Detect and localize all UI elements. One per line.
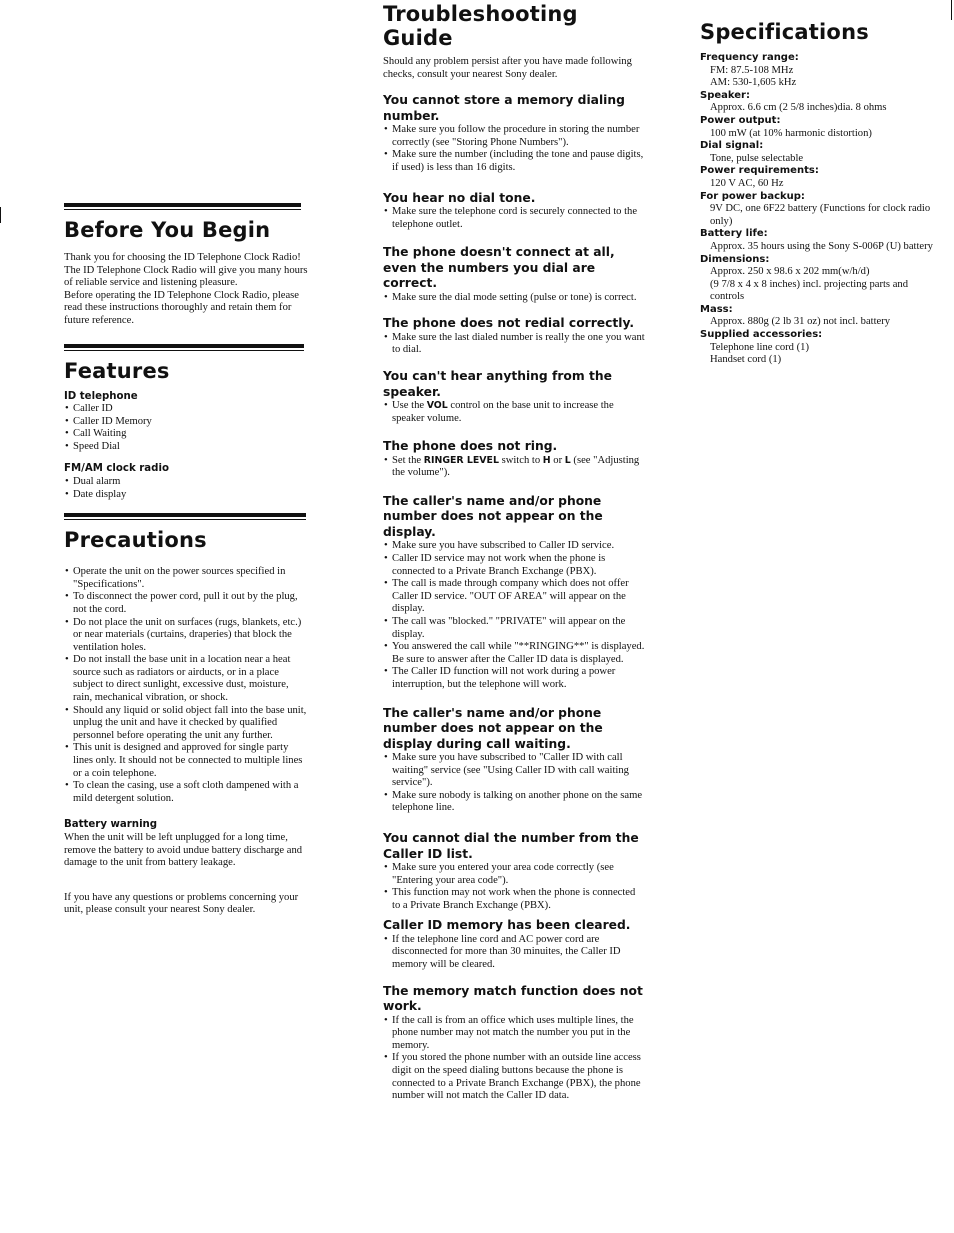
left-edge-mark <box>0 207 1 223</box>
feature-list-radio <box>64 476 309 501</box>
list-item: • Make sure the last dialed number is really the one you want to dial. <box>383 332 645 357</box>
list-item: • This unit is designed and approved for single party lines only. It should not be connected to multiple lines or a coin telephone. <box>64 742 309 780</box>
vol-control-label: VOL <box>426 400 448 412</box>
list-item: • Caller ID service may not work when the phone is connected to a Private Branch Exchange (PBX). <box>383 553 645 578</box>
spec-entry: Dimensions: Approx. 250 x 98.6 x 202 mm(w/h/d) (9 7/8 x 4 x 8 inches) incl. projecting parts and controls <box>700 253 908 303</box>
list-item: • If you stored the phone number with an outside line access digit on the speed dialing buttons because the phone is connected to a Private Branch Exchange (PBX), the phone number will not match the Caller ID data. <box>383 1052 645 1102</box>
issue-list <box>383 540 645 691</box>
troubleshooting-intro: Should any problem persist after you have made following checks, consult your nearest Sony dealer. <box>383 56 632 80</box>
list-item: • If the call is from an office which uses multiple lines, the phone number may not match the number you put in the memory. <box>383 1015 645 1053</box>
list-item: • The call is made through company which does not offer Caller ID service. "OUT OF AREA" will appear on the display. <box>383 578 645 616</box>
precautions-title: Precautions <box>64 528 207 553</box>
list-item: • Operate the unit on the power sources specified in "Specifications". <box>64 566 309 591</box>
spec-entry: Dial signal: Tone, pulse selectable <box>700 140 804 164</box>
list-item: • Set the RINGER LEVEL switch to H or L (see "Adjusting the volume"). <box>383 455 645 480</box>
feature-list-id-telephone <box>64 403 309 453</box>
battery-warning-title: Battery warning <box>64 819 158 831</box>
issue-heading: You cannot dial the number from the Caller ID list. <box>383 831 639 861</box>
list-item: • To disconnect the power cord, pull it out by the plug, not the cord. <box>64 591 309 616</box>
list-item: • Make sure you have subscribed to "Caller ID with call waiting" service (see "Using Caller ID with call waiting service"). <box>383 752 645 790</box>
list-item: • The call was "blocked." "PRIVATE" will appear on the display. <box>383 616 645 641</box>
issue-heading: Caller ID memory has been cleared. <box>383 918 631 933</box>
issue-heading: The phone doesn't connect at all, even the numbers you dial are correct. <box>383 245 615 291</box>
list-item: • The Caller ID function will not work during a power interruption, but the telephone will work. <box>383 666 645 691</box>
list-item: • Date display <box>64 489 309 502</box>
list-item: • You answered the call while "**RINGING**" is displayed. Be sure to answer after the Caller ID data is displayed. <box>383 641 645 666</box>
right-edge-mark <box>951 0 952 20</box>
before-title: Before You Begin <box>64 218 271 242</box>
left-column <box>64 0 309 917</box>
right-column <box>700 0 940 367</box>
spec-entry: Power requirements: 120 V AC, 60 Hz <box>700 165 819 189</box>
issue-list <box>383 400 645 425</box>
ringer-level-label: RINGER LEVEL <box>423 454 499 466</box>
issue-heading: The phone does not ring. <box>383 439 558 454</box>
before-rule <box>64 203 301 210</box>
before-para-2: Before operating the ID Telephone Clock Radio, please read these instructions thoroughly and retain them for future reference. <box>64 289 299 326</box>
spec-entry: Power output: 100 mW (at 10% harmonic distortion) <box>700 114 872 139</box>
issue-list <box>383 124 645 174</box>
spec-entry: Speaker: Approx. 6.6 cm (2 5/8 inches)dia. 8 ohms <box>700 89 887 114</box>
list-item: • Dual alarm <box>64 476 309 489</box>
issue-heading: The caller's name and/or phone number does not appear on the display during call waiting. <box>383 705 603 751</box>
list-item: • Caller ID <box>64 403 309 416</box>
troubleshooting-title-line-1: Troubleshooting <box>383 2 578 26</box>
list-item: • This function may not work when the phone is connected to a Private Branch Exchange (PBX). <box>383 887 645 912</box>
list-item: • Make sure nobody is talking on another phone on the same telephone line. <box>383 790 645 815</box>
list-item: • Should any liquid or solid object fall into the base unit, unplug the unit and have it checked by qualified personnel before operating the unit any further. <box>64 705 309 743</box>
issue-list <box>383 206 645 231</box>
issue-list <box>383 934 645 972</box>
issue-heading: The caller's name and/or phone number does not appear on the display. <box>383 493 603 539</box>
battery-warning-text: When the unit will be left unplugged for a long time, remove the battery to avoid undue battery discharge and damage to the unit from battery leakage. <box>64 831 303 869</box>
issue-list <box>383 1015 645 1103</box>
precautions-rule <box>64 513 306 520</box>
feature-group-title: FM/AM clock radio <box>64 463 169 475</box>
list-item: • Make sure the number (including the tone and pause digits, if used) is less than 16 digits. <box>383 149 645 174</box>
list-item: • Make sure you follow the procedure in storing the number correctly (see "Storing Phone Numbers"). <box>383 124 645 149</box>
features-title: Features <box>64 358 170 383</box>
list-item: • Use the VOL control on the base unit to increase the speaker volume. <box>383 400 645 425</box>
list-item: • Caller ID Memory <box>64 416 309 429</box>
list-item: • Do not install the base unit in a location near a heat source such as radiators or airducts, or in a place subject to direct sunlight, excessive dust, moisture, rain, mechanical vibration, or shock. <box>64 654 309 704</box>
spec-entry: Mass: Approx. 880g (2 lb 31 oz) not incl. battery <box>700 303 891 328</box>
list-item: • Make sure you entered your area code correctly (see "Entering your area code"). <box>383 862 645 887</box>
issue-heading: You hear no dial tone. <box>383 190 536 205</box>
before-para-1: Thank you for choosing the ID Telephone Clock Radio! The ID Telephone Clock Radio will give you many hours of reliable service and listening pleasure. <box>64 252 308 289</box>
spec-entry: Frequency range: FM: 87.5-108 MHz AM: 530-1,605 kHz <box>700 52 799 89</box>
spec-entry: For power backup: 9V DC, one 6F22 battery (Functions for clock radio only) <box>700 190 931 227</box>
issue-list <box>383 455 645 480</box>
list-item: • To clean the casing, use a soft cloth dampened with a mild detergent solution. <box>64 780 309 805</box>
issue-list <box>383 862 645 912</box>
spec-entry: Battery life: Approx. 35 hours using the Sony S-006P (U) battery <box>700 228 933 252</box>
list-item: • Do not place the unit on surfaces (rugs, blankets, etc.) or near materials (curtains, draperies) that block the ventilation holes. <box>64 617 309 655</box>
list-item: • Call Waiting <box>64 428 309 441</box>
closing-text: If you have any questions or problems concerning your unit, please consult your nearest Sony dealer. <box>64 891 299 916</box>
issue-list <box>383 332 645 357</box>
spec-entry: Supplied accessories: Telephone line cord (1) Handset cord (1) <box>700 329 823 366</box>
list-item: • Make sure the dial mode setting (pulse or tone) is correct. <box>383 292 645 305</box>
issue-list <box>383 752 645 815</box>
features-rule <box>64 344 304 351</box>
issue-heading: The memory match function does not work. <box>383 983 643 1014</box>
issue-heading: The phone does not redial correctly. <box>383 316 635 331</box>
list-item: • Speed Dial <box>64 441 309 454</box>
issue-heading: You can't hear anything from the speaker. <box>383 369 612 399</box>
middle-column <box>383 0 645 1103</box>
list-item: • If the telephone line cord and AC power cord are disconnected for more than 30 minuites, the Caller ID memory will be cleared. <box>383 934 645 972</box>
issue-heading: You cannot store a memory dialing number. <box>383 93 625 123</box>
list-item: • Make sure the telephone cord is securely connected to the telephone outlet. <box>383 206 645 231</box>
precautions-list <box>64 566 309 805</box>
issue-list <box>383 292 645 305</box>
list-item: • Make sure you have subscribed to Caller ID service. <box>383 540 645 553</box>
feature-group-title: ID telephone <box>64 390 138 402</box>
specifications-title: Specifications <box>700 20 869 44</box>
troubleshooting-title-line-2: Guide <box>383 26 453 50</box>
